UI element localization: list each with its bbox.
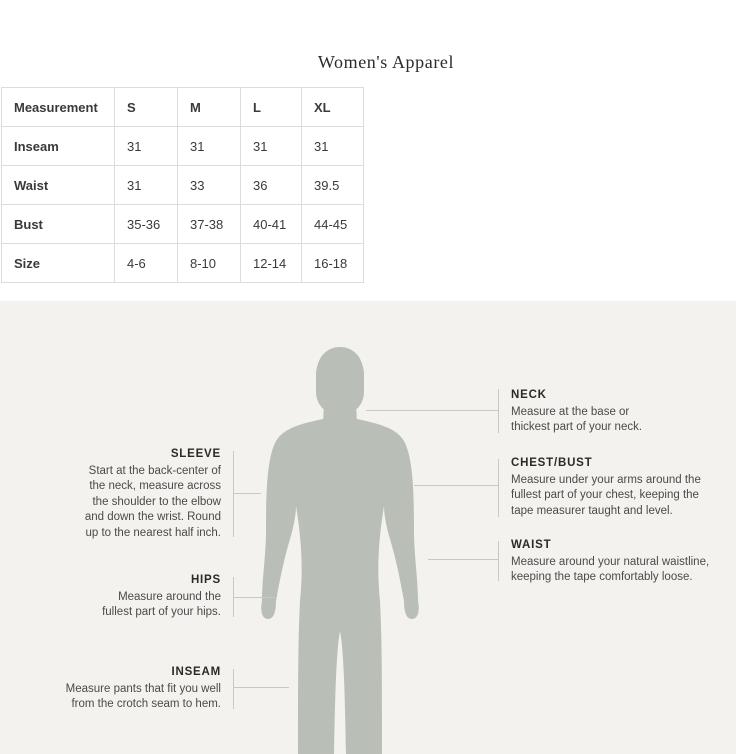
waist-note <box>511 538 709 586</box>
header-cell: Measurement <box>2 88 115 127</box>
row-label: Waist <box>2 166 115 205</box>
size-chart-table <box>1 87 364 283</box>
table-row <box>2 205 364 244</box>
hips-desc-line: Measure around the <box>118 590 221 603</box>
waist-desc-line: keeping the tape comfortably loose. <box>511 571 693 583</box>
inseam-leader-tick <box>233 669 234 709</box>
sleeve-title: SLEEVE <box>170 448 221 460</box>
table-row <box>2 127 364 166</box>
waist-title: WAIST <box>511 539 552 551</box>
sleeve-leader-line <box>233 493 261 494</box>
table-cell: 33 <box>178 166 241 205</box>
table-header-row <box>2 88 364 127</box>
table-cell: 31 <box>302 127 364 166</box>
table-cell: 31 <box>115 127 178 166</box>
table-cell: 31 <box>115 166 178 205</box>
waist-leader-line <box>428 559 498 560</box>
hips-note <box>102 573 221 621</box>
sleeve-leader-tick <box>233 451 234 537</box>
neck-leader-line <box>366 410 498 411</box>
table-row <box>2 166 364 205</box>
table-row <box>2 244 364 283</box>
hips-title: HIPS <box>190 574 221 586</box>
chest-desc-line: tape measurer taught and level. <box>511 504 673 517</box>
sleeve-desc-line: up to the nearest half inch. <box>85 526 221 539</box>
table-cell: 4-6 <box>115 244 178 283</box>
table-cell: 31 <box>241 127 302 166</box>
inseam-desc-line: Measure pants that fit you well <box>65 682 221 695</box>
row-label: Bust <box>2 205 115 244</box>
sleeve-note <box>85 447 221 541</box>
waist-leader-tick <box>498 541 499 581</box>
inseam-title: INSEAM <box>171 666 221 678</box>
chest-note <box>511 456 701 519</box>
row-label: Size <box>2 244 115 283</box>
measurement-guide-panel <box>0 301 736 754</box>
waist-desc-line: Measure around your natural waistline, <box>511 555 710 568</box>
neck-note <box>511 388 642 436</box>
table-cell: 35-36 <box>115 205 178 244</box>
table-cell: 37-38 <box>178 205 241 244</box>
header-cell: XL <box>302 88 364 127</box>
sleeve-desc-line: the neck, measure across <box>89 480 221 492</box>
neck-leader-tick <box>498 389 499 433</box>
table-cell: 36 <box>241 166 302 205</box>
chest-leader-tick <box>498 459 499 517</box>
table-cell: 40-41 <box>241 205 302 244</box>
inseam-desc-line: from the crotch seam to hem. <box>71 698 221 710</box>
hips-leader-line <box>233 597 275 598</box>
sleeve-desc-line: the shoulder to the elbow <box>92 495 221 508</box>
page-title: Women's Apparel <box>317 52 455 72</box>
table-cell: 12-14 <box>241 244 302 283</box>
hips-desc-line: fullest part of your hips. <box>102 606 221 618</box>
chest-title: CHEST/BUST <box>511 457 593 469</box>
table-cell: 44-45 <box>302 205 364 244</box>
header-cell: M <box>178 88 241 127</box>
row-label: Inseam <box>2 127 115 166</box>
chest-desc-line: fullest part of your chest, keeping the <box>511 489 699 501</box>
table-cell: 8-10 <box>178 244 241 283</box>
neck-desc-line: thickest part of your neck. <box>511 421 643 433</box>
neck-desc-line: Measure at the base or <box>511 405 630 418</box>
table-cell: 16-18 <box>302 244 364 283</box>
neck-title: NECK <box>511 389 547 401</box>
inseam-note <box>66 665 221 713</box>
inseam-leader-line <box>233 687 289 688</box>
table-cell: 39.5 <box>302 166 364 205</box>
header-cell: L <box>241 88 302 127</box>
header-cell: S <box>115 88 178 127</box>
chest-leader-line <box>414 485 498 486</box>
chest-desc-line: Measure under your arms around the <box>511 473 701 486</box>
sleeve-desc-line: Start at the back-center of <box>88 464 221 477</box>
sleeve-desc-line: and down the wrist. Round <box>84 511 221 523</box>
table-cell: 31 <box>178 127 241 166</box>
